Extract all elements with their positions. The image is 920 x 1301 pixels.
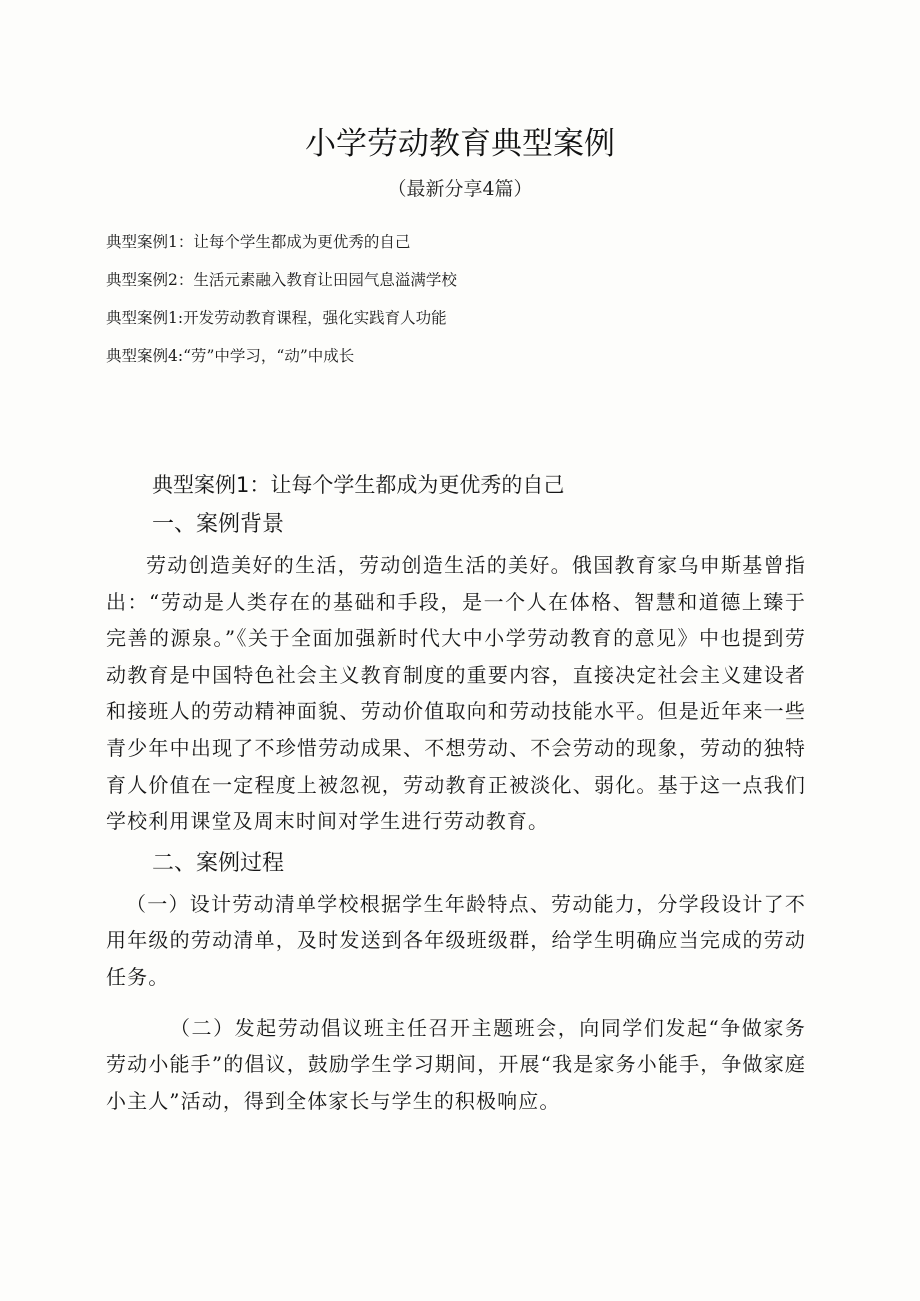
case-1-content: [106, 467, 806, 1119]
process-paragraph-1: （一）设计劳动清单学校根据学生年龄特点、劳动能力，分学段设计了不用年级的劳动清单，及时发送到各年级班级群，给学生明确应当完成的劳动任务。: [106, 891, 806, 989]
case-title: 典型案例1：让每个学生都成为更优秀的自己: [152, 473, 565, 497]
toc-item: 典型案例1:开发劳动教育课程，强化实践育人功能: [106, 309, 447, 327]
toc-item: 典型案例2：生活元素融入教育让田园气息溢满学校: [106, 271, 457, 289]
document-title: 小学劳动教育典型案例: [305, 126, 615, 162]
process-paragraph-2: （二）发起劳动倡议班主任召开主题班会，向同学们发起“争做家务劳动小能手”的倡议，鼓励学生学习期间，开展“我是家务小能手，争做家庭小主人”活动，得到全体家长与学生的积极响应。: [106, 1015, 806, 1113]
background-paragraph: 劳动创造美好的生活，劳动创造生活的美好。俄国教育家乌申斯基曾指出：“劳动是人类存在的基础和手段，是一个人在体格、智慧和道德上臻于完善的源泉。”《关于全面加强新时代大中小学劳动教育的意见》中也提到劳动教育是中国特色社会主义教育制度的重要内容，直接决定社会主义建设者和接班人的劳动精神面貌、劳动价值取向和劳动技能水平。但是近年来一些青少年中出现了不珍惜劳动成果、不想劳动、不会劳动的现象，劳动的独特育人价值在一定程度上被忽视，劳动教育正被淡化、弱化。基于这一点我们学校利用课堂及周末时间对学生进行劳动教育。: [106, 553, 806, 834]
table-of-contents: [106, 231, 457, 383]
toc-item: 典型案例4:“劳”中学习，“动”中成长: [106, 347, 355, 365]
section-heading-process: 二、案例过程: [152, 850, 285, 876]
document-subtitle: （最新分享4篇）: [387, 178, 533, 200]
section-heading-background: 一、案例背景: [152, 512, 285, 537]
toc-item: 典型案例1：让每个学生都成为更优秀的自己: [106, 233, 411, 251]
